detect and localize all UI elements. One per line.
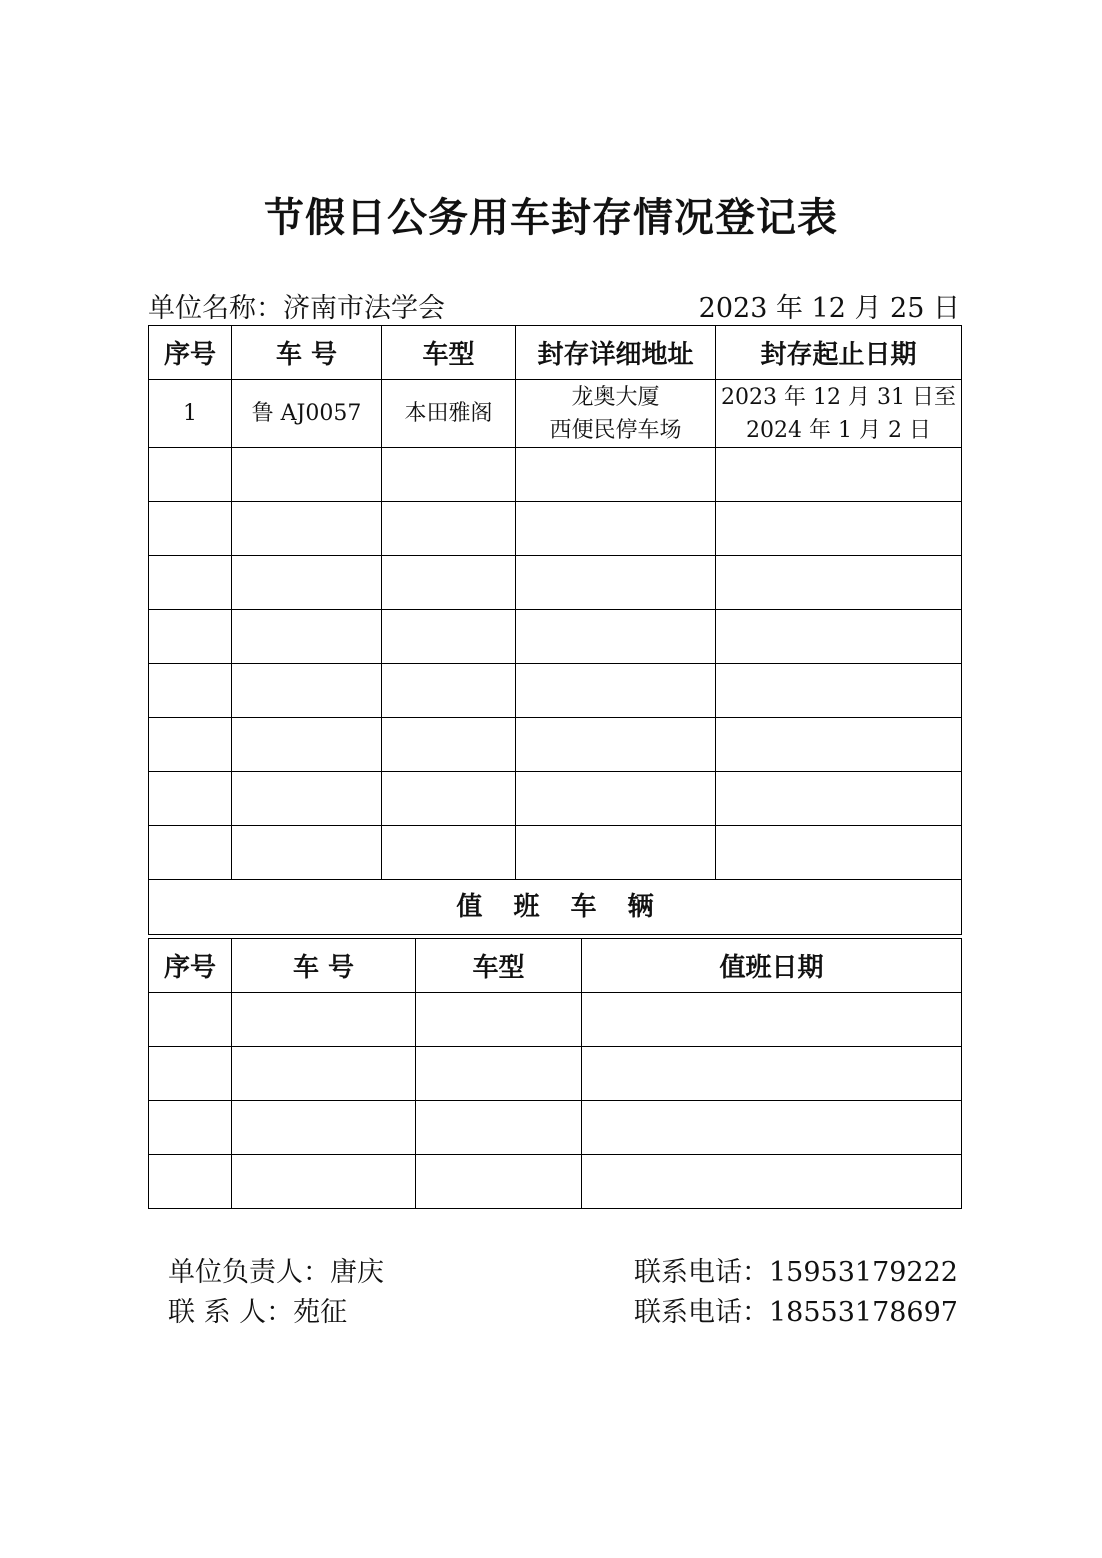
- table-header-row: [149, 326, 962, 380]
- empty-cell: [516, 556, 716, 610]
- empty-cell: [716, 502, 962, 556]
- empty-cell: [416, 1155, 582, 1209]
- empty-cell: [516, 718, 716, 772]
- empty-cell: [516, 826, 716, 880]
- period-line: 2023 年 12 月 31 日至: [721, 384, 956, 410]
- empty-cell: [149, 718, 232, 772]
- empty-cell: [416, 1101, 582, 1155]
- empty-cell: [149, 1155, 232, 1209]
- empty-cell: [232, 1101, 416, 1155]
- empty-cell: [232, 1047, 416, 1101]
- col-header-model: 车型: [382, 326, 516, 380]
- table-header-row: [149, 939, 962, 993]
- cell-address: [516, 380, 716, 448]
- empty-cell: [716, 448, 962, 502]
- empty-cell: [149, 993, 232, 1047]
- col-header-no: 序号: [149, 939, 232, 993]
- empty-cell: [416, 1047, 582, 1101]
- table-row: [149, 610, 962, 664]
- empty-cell: [149, 772, 232, 826]
- empty-cell: [382, 610, 516, 664]
- duty-vehicles-table: [148, 938, 962, 1209]
- table-row: [149, 502, 962, 556]
- empty-cell: [382, 664, 516, 718]
- empty-cell: [232, 448, 382, 502]
- col-header-no: 序号: [149, 326, 232, 380]
- table-row: [149, 772, 962, 826]
- empty-cell: [516, 610, 716, 664]
- empty-cell: [232, 718, 382, 772]
- empty-cell: [232, 664, 382, 718]
- cell-no: 1: [149, 380, 232, 448]
- sealed-vehicles-table: [148, 325, 962, 935]
- cell-plate: 鲁 AJ0057: [232, 380, 382, 448]
- col-header-period: 封存起止日期: [716, 326, 962, 380]
- col-header-plate: 车 号: [232, 326, 382, 380]
- table-row: [149, 556, 962, 610]
- table-row: [149, 826, 962, 880]
- table-row: [149, 718, 962, 772]
- contact-phone: 联系电话：18553178697: [634, 1297, 958, 1328]
- empty-cell: [716, 556, 962, 610]
- empty-cell: [149, 664, 232, 718]
- empty-cell: [382, 718, 516, 772]
- empty-cell: [149, 448, 232, 502]
- empty-cell: [149, 502, 232, 556]
- table-row: [149, 664, 962, 718]
- empty-cell: [582, 1155, 962, 1209]
- table-row: [149, 1155, 962, 1209]
- empty-cell: [416, 993, 582, 1047]
- empty-cell: [382, 556, 516, 610]
- empty-cell: [232, 1155, 416, 1209]
- empty-cell: [149, 556, 232, 610]
- table-row: [149, 1101, 962, 1155]
- col-header-model: 车型: [416, 939, 582, 993]
- empty-cell: [232, 772, 382, 826]
- unit-leader: 单位负责人：唐庆: [168, 1257, 384, 1288]
- col-header-plate: 车 号: [232, 939, 416, 993]
- empty-cell: [232, 826, 382, 880]
- empty-cell: [716, 718, 962, 772]
- duty-section-title: 值 班 车 辆: [149, 880, 962, 935]
- empty-cell: [149, 826, 232, 880]
- empty-cell: [716, 610, 962, 664]
- unit-name: 单位名称：济南市法学会: [148, 293, 445, 324]
- empty-cell: [716, 664, 962, 718]
- empty-cell: [516, 772, 716, 826]
- empty-cell: [516, 502, 716, 556]
- empty-cell: [716, 772, 962, 826]
- empty-cell: [149, 1101, 232, 1155]
- col-header-address: 封存详细地址: [516, 326, 716, 380]
- empty-cell: [382, 826, 516, 880]
- contact-person: 联 系 人：苑征: [168, 1297, 348, 1328]
- empty-cell: [232, 502, 382, 556]
- empty-cell: [382, 502, 516, 556]
- empty-cell: [382, 772, 516, 826]
- empty-cell: [582, 1047, 962, 1101]
- empty-cell: [382, 448, 516, 502]
- page-title: 节假日公务用车封存情况登记表: [264, 195, 838, 241]
- empty-cell: [582, 993, 962, 1047]
- table-row: [149, 993, 962, 1047]
- col-header-duty-date: 值班日期: [582, 939, 962, 993]
- leader-phone: 联系电话：15953179222: [634, 1257, 958, 1288]
- cell-period: [716, 380, 962, 448]
- empty-cell: [232, 993, 416, 1047]
- empty-cell: [582, 1101, 962, 1155]
- cell-model: 本田雅阁: [382, 380, 516, 448]
- empty-cell: [716, 826, 962, 880]
- empty-cell: [516, 664, 716, 718]
- table-row: [149, 448, 962, 502]
- report-date: 2023 年 12 月 25 日: [698, 293, 960, 324]
- empty-cell: [149, 610, 232, 664]
- empty-cell: [149, 1047, 232, 1101]
- empty-cell: [232, 610, 382, 664]
- period-line: 2024 年 1 月 2 日: [746, 417, 931, 443]
- duty-section-row: [149, 880, 962, 935]
- empty-cell: [516, 448, 716, 502]
- empty-cell: [232, 556, 382, 610]
- table-row: [149, 1047, 962, 1101]
- address-line: 西便民停车场: [549, 417, 682, 443]
- table-row: [149, 380, 962, 448]
- address-line: 龙奥大厦: [571, 384, 660, 410]
